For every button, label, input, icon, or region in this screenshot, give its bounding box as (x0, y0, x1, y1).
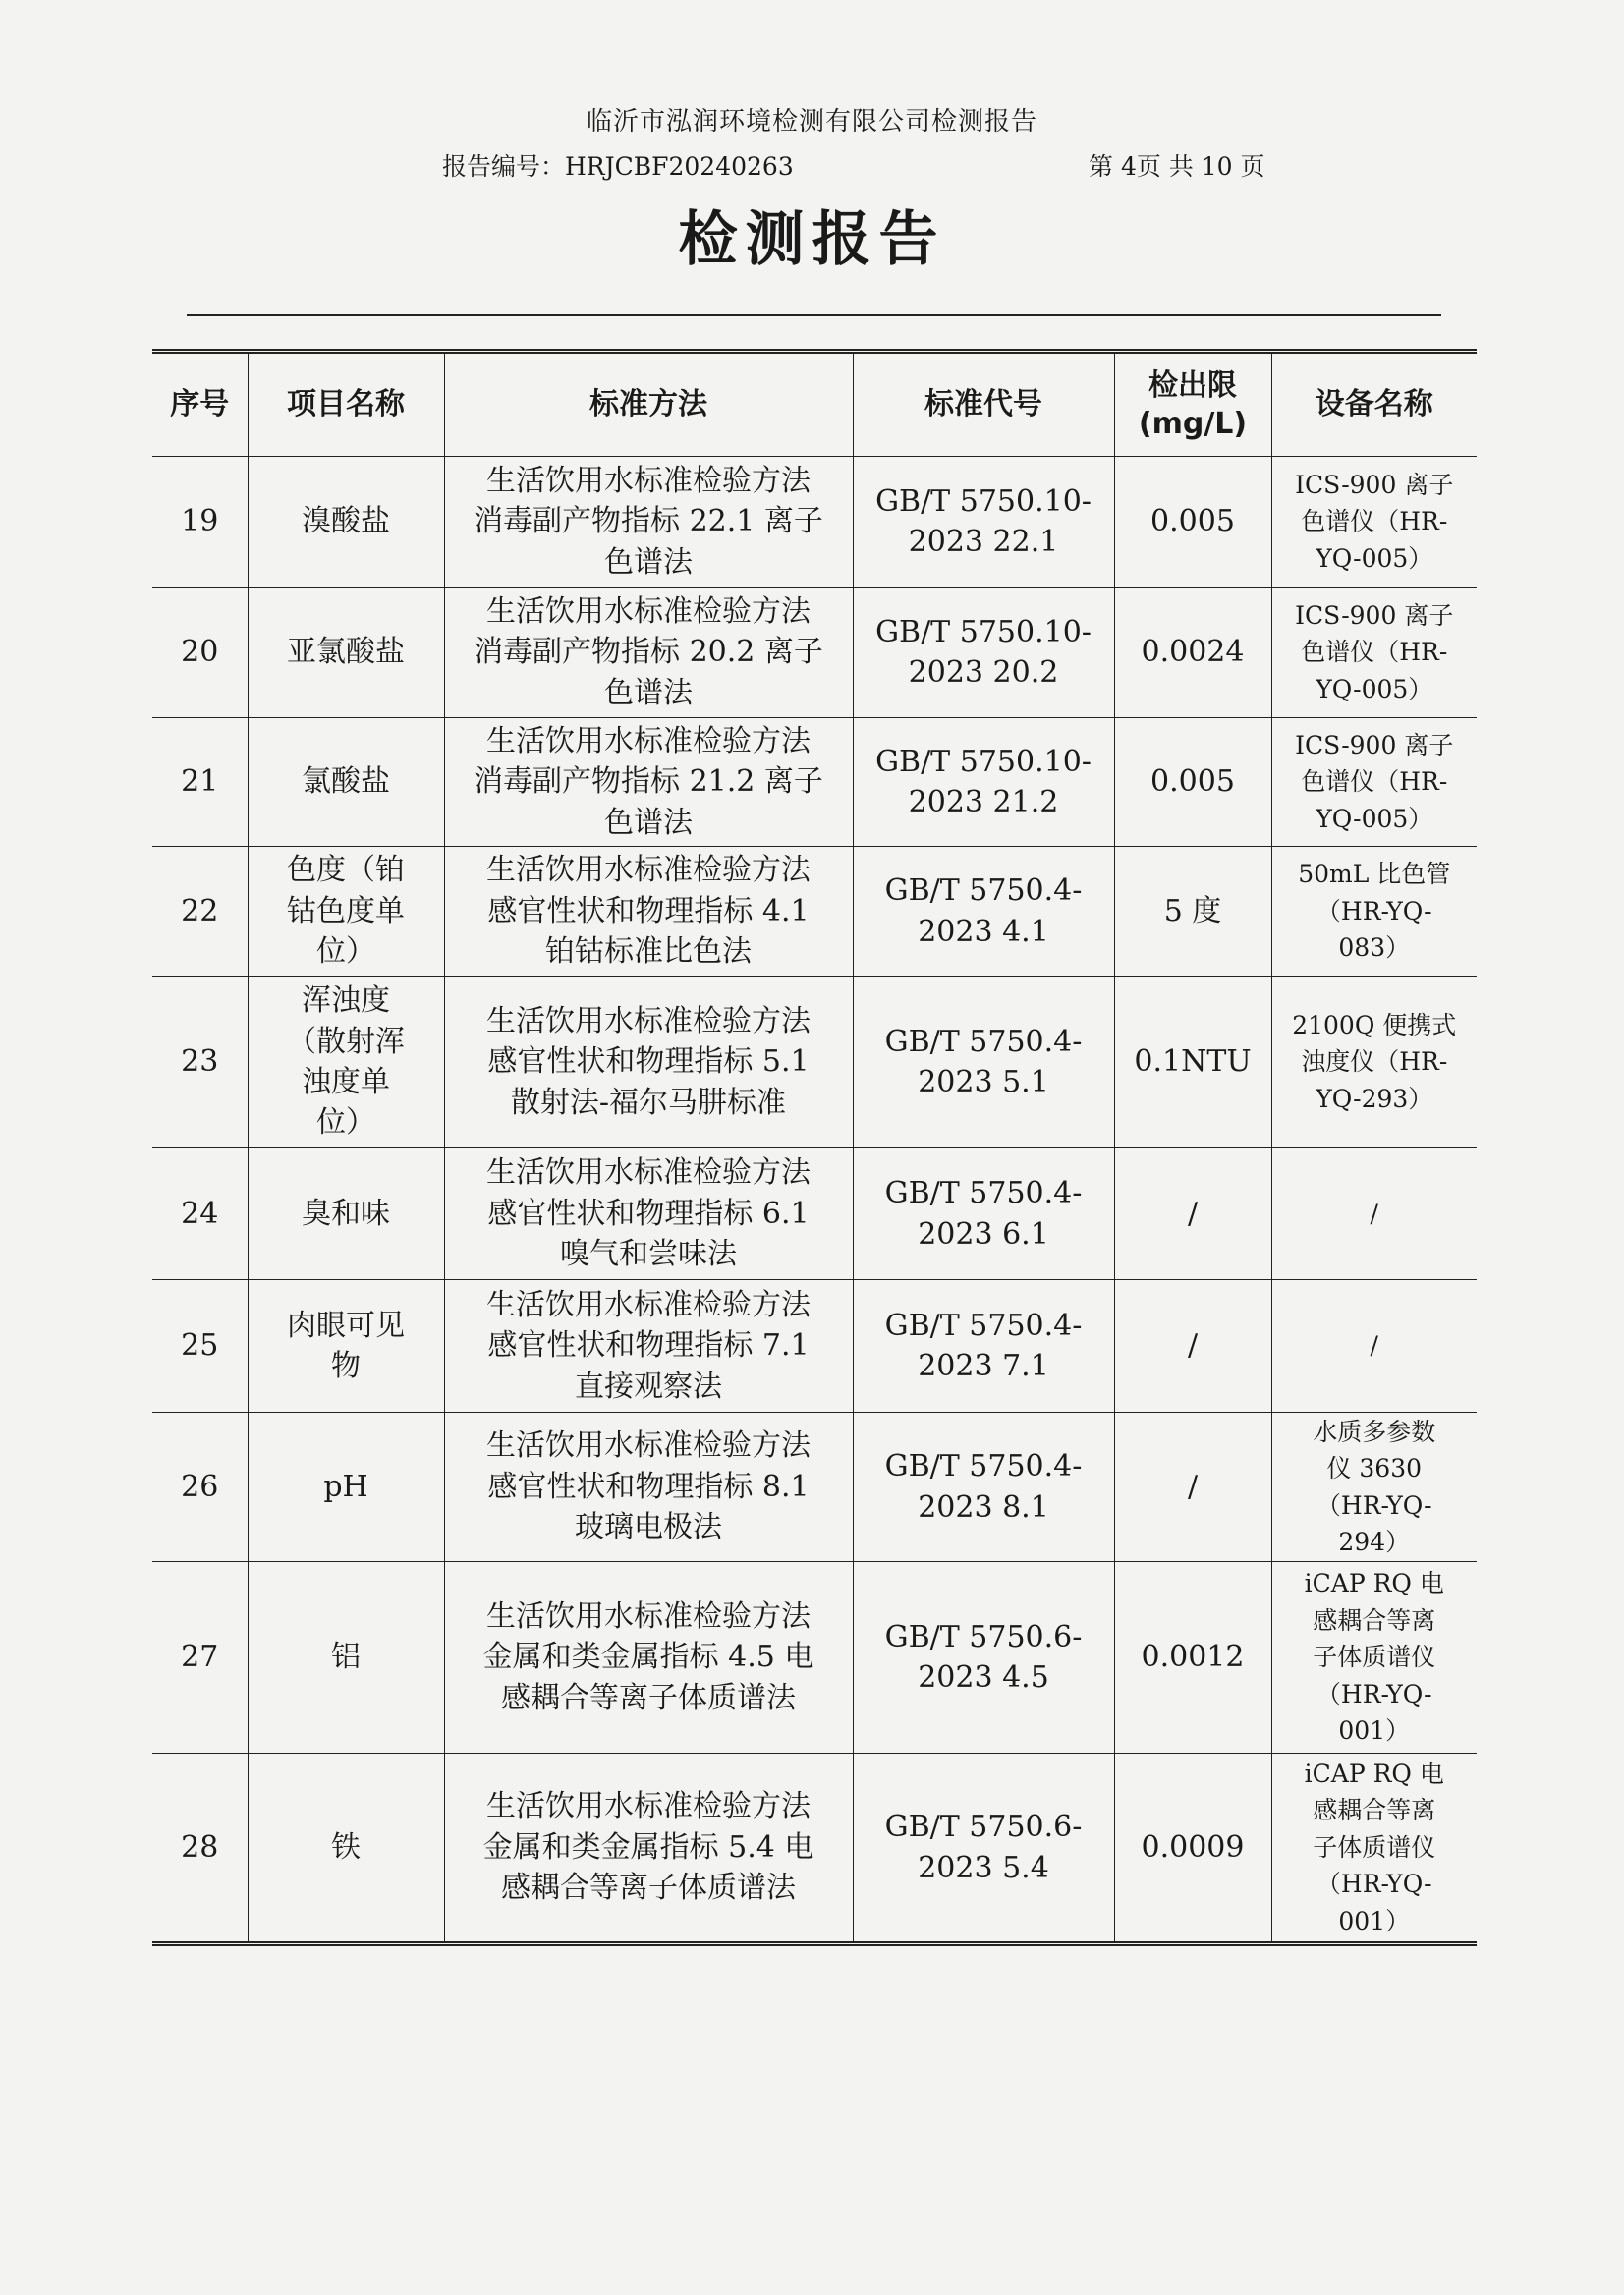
cell-code: GB/T 5750.4- 2023 7.1 (853, 1280, 1114, 1413)
cell-code: GB/T 5750.6- 2023 4.5 (853, 1562, 1114, 1754)
cell-method: 生活饮用水标准检验方法 金属和类金属指标 4.5 电 感耦合等离子体质谱法 (444, 1562, 853, 1754)
report-number: 报告编号：HRJCBF20240263 (442, 152, 794, 181)
cell-seq: 27 (152, 1562, 248, 1754)
cell-method: 生活饮用水标准检验方法 感官性状和物理指标 6.1 嗅气和尝味法 (444, 1148, 853, 1280)
table-row (152, 1562, 1477, 1754)
cell-code: GB/T 5750.4- 2023 4.1 (853, 847, 1114, 977)
cell-seq: 19 (152, 457, 248, 588)
cell-item: pH (248, 1413, 444, 1562)
cell-code: GB/T 5750.10- 2023 21.2 (853, 718, 1114, 847)
cell-device: ICS-900 离子 色谱仪（HR- YQ-005） (1271, 457, 1477, 588)
cell-seq: 24 (152, 1148, 248, 1280)
cell-device: 50mL 比色管 （HR-YQ- 083） (1271, 847, 1477, 977)
cell-code: GB/T 5750.10- 2023 20.2 (853, 588, 1114, 718)
col-header-limit: 检出限 (mg/L) (1114, 352, 1271, 457)
cell-limit: 0.005 (1114, 718, 1271, 847)
col-header-code: 标准代号 (853, 352, 1114, 457)
cell-limit: / (1114, 1413, 1271, 1562)
table-row (152, 1280, 1477, 1413)
cell-item: 亚氯酸盐 (248, 588, 444, 718)
cell-limit: / (1114, 1148, 1271, 1280)
cell-device: / (1271, 1148, 1477, 1280)
detection-table (152, 349, 1477, 1946)
table-row (152, 847, 1477, 977)
cell-item: 铝 (248, 1562, 444, 1754)
cell-code: GB/T 5750.4- 2023 5.1 (853, 977, 1114, 1148)
table-body (152, 457, 1477, 1944)
company-header: 临沂市泓润环境检测有限公司检测报告 (586, 107, 1037, 137)
cell-item: 臭和味 (248, 1148, 444, 1280)
cell-item: 溴酸盐 (248, 457, 444, 588)
cell-seq: 22 (152, 847, 248, 977)
cell-device: iCAP RQ 电 感耦合等离 子体质谱仪 （HR-YQ- 001） (1271, 1562, 1477, 1754)
cell-device: 2100Q 便携式 浊度仪（HR- YQ-293） (1271, 977, 1477, 1148)
cell-method: 生活饮用水标准检验方法 感官性状和物理指标 4.1 铂钴标准比色法 (444, 847, 853, 977)
table-row (152, 588, 1477, 718)
cell-device: / (1271, 1280, 1477, 1413)
cell-code: GB/T 5750.6- 2023 5.4 (853, 1754, 1114, 1944)
cell-limit: 0.1NTU (1114, 977, 1271, 1148)
cell-seq: 21 (152, 718, 248, 847)
cell-device: ICS-900 离子 色谱仪（HR- YQ-005） (1271, 588, 1477, 718)
cell-item: 铁 (248, 1754, 444, 1944)
cell-method: 生活饮用水标准检验方法 消毒副产物指标 22.1 离子 色谱法 (444, 457, 853, 588)
cell-seq: 25 (152, 1280, 248, 1413)
page-number: 第 4页 共 10 页 (1089, 152, 1265, 181)
cell-method: 生活饮用水标准检验方法 感官性状和物理指标 8.1 玻璃电极法 (444, 1413, 853, 1562)
cell-code: GB/T 5750.10- 2023 22.1 (853, 457, 1114, 588)
cell-device: ICS-900 离子 色谱仪（HR- YQ-005） (1271, 718, 1477, 847)
table-header-row (152, 352, 1477, 457)
cell-limit: 0.0009 (1114, 1754, 1271, 1944)
table-row (152, 977, 1477, 1148)
col-header-seq: 序号 (152, 352, 248, 457)
cell-limit: 5 度 (1114, 847, 1271, 977)
table-row (152, 1754, 1477, 1944)
table-row (152, 718, 1477, 847)
cell-code: GB/T 5750.4- 2023 6.1 (853, 1148, 1114, 1280)
cell-device: 水质多参数 仪 3630 （HR-YQ- 294） (1271, 1413, 1477, 1562)
cell-method: 生活饮用水标准检验方法 感官性状和物理指标 5.1 散射法-福尔马肼标准 (444, 977, 853, 1148)
cell-method: 生活饮用水标准检验方法 消毒副产物指标 21.2 离子 色谱法 (444, 718, 853, 847)
cell-item: 色度（铂 钴色度单 位） (248, 847, 444, 977)
cell-seq: 20 (152, 588, 248, 718)
cell-method: 生活饮用水标准检验方法 金属和类金属指标 5.4 电 感耦合等离子体质谱法 (444, 1754, 853, 1944)
cell-seq: 23 (152, 977, 248, 1148)
table-row (152, 1148, 1477, 1280)
table-row (152, 457, 1477, 588)
cell-item: 浑浊度 （散射浑 浊度单 位） (248, 977, 444, 1148)
cell-item: 氯酸盐 (248, 718, 444, 847)
report-title: 检测报告 (678, 205, 946, 274)
col-header-method: 标准方法 (444, 352, 853, 457)
cell-seq: 26 (152, 1413, 248, 1562)
cell-item: 肉眼可见 物 (248, 1280, 444, 1413)
cell-code: GB/T 5750.4- 2023 8.1 (853, 1413, 1114, 1562)
cell-limit: 0.0012 (1114, 1562, 1271, 1754)
cell-limit: 0.0024 (1114, 588, 1271, 718)
cell-device: iCAP RQ 电 感耦合等离 子体质谱仪 （HR-YQ- 001） (1271, 1754, 1477, 1944)
cell-seq: 28 (152, 1754, 248, 1944)
cell-limit: / (1114, 1280, 1271, 1413)
cell-method: 生活饮用水标准检验方法 感官性状和物理指标 7.1 直接观察法 (444, 1280, 853, 1413)
col-header-device: 设备名称 (1271, 352, 1477, 457)
col-header-item: 项目名称 (248, 352, 444, 457)
cell-method: 生活饮用水标准检验方法 消毒副产物指标 20.2 离子 色谱法 (444, 588, 853, 718)
cell-limit: 0.005 (1114, 457, 1271, 588)
table-row (152, 1413, 1477, 1562)
title-divider (187, 314, 1441, 316)
